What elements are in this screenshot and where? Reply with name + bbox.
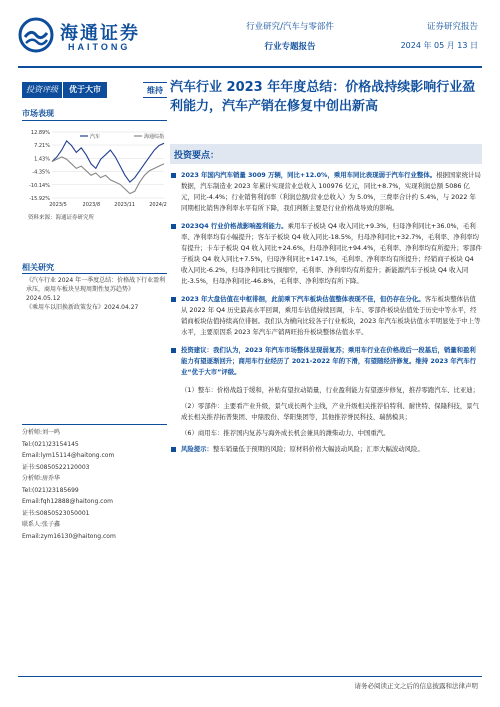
- chart-xtick-label: 2023/8: [82, 202, 101, 208]
- key-point-text: （2）零部件：主要看产业升级，景气成长两个主线，产业升级相关推荐伯特利、耐世特、保隆科技，景气成长相关推荐拓普集团、中鼎股份、华阳集团等，其他推荐誉民科技、瑞鹄模具；: [181, 402, 480, 421]
- key-point-lead: 投资建议：我们认为，2023 年汽车市场整体呈现弱复苏；乘用车行业在价格战后一段基后，销量和盈利能力有望逐渐回升；商用车行业经历了 2021-2022 年的下滑，有望随经济修复。维持 2023 年汽车行业“优于大市”评级。: [181, 346, 476, 376]
- market-title-rule: [22, 120, 167, 121]
- analyst-line: 证书:S0850522120003: [22, 463, 90, 471]
- analyst-line: 证书:S0850523050001: [22, 509, 90, 517]
- analyst-line: 联系人:张子鑫: [22, 521, 61, 528]
- analyst-email[interactable]: Email:zym16130@haitong.com: [22, 532, 116, 540]
- chart-ytick-label: -10.14%: [29, 182, 50, 189]
- related-item[interactable]: 《汽车行业 2024 年一季度总结：价格战下行业盈利承压，商用车板块呈现周期性复苏趋势》2024.05.12: [26, 277, 166, 302]
- rating-keep: 维持: [143, 82, 167, 98]
- chart-ytick-label: -15.92%: [29, 196, 50, 202]
- market-performance-title: 市场表现: [22, 109, 54, 118]
- chart-ytick-label: 12.89%: [30, 130, 50, 136]
- investment-rating: [22, 82, 167, 98]
- chart-xtick-label: 2023/11: [114, 202, 136, 208]
- key-point-lead: 风险提示：: [181, 445, 213, 453]
- recommendation-item: [170, 385, 482, 396]
- report-type-label: 行业专题报告: [264, 42, 316, 52]
- key-point: [170, 294, 482, 338]
- key-point-lead: 2023 年大盘估值在中枢徘徊，此前乘下汽车板块估值整体表现不佳，但仍存在分化。: [181, 295, 425, 303]
- chart-svg: [22, 126, 167, 211]
- key-point: [170, 221, 482, 287]
- logo-chinese-name: 海通证券: [60, 23, 140, 44]
- related-item[interactable]: 《乘用车以旧换新政策发布》2024.04.27: [26, 304, 139, 311]
- key-points-body: [170, 170, 482, 462]
- chart-ytick-label: 1.43%: [34, 156, 50, 163]
- recommendation-item: [170, 428, 482, 439]
- chart-legend-label: 海通综指: [144, 134, 165, 140]
- chart-ytick-label: -4.35%: [32, 169, 50, 176]
- header-right: [401, 20, 478, 51]
- key-point-text: 整车销量低于预期的风险；原材料价格大幅波动风险；汇率大幅波动风险。: [212, 445, 424, 453]
- rating-label: 投资评级: [22, 82, 62, 98]
- key-point-text: （6）商用车：推荐国内复苏与海外成长机会兼具的潍柴动力、中国重汽。: [181, 429, 390, 437]
- header-divider: [18, 66, 482, 68]
- footer-divider: [18, 676, 482, 677]
- footer-disclaimer: 请务必阅读正文之后的信息披露和法律声明: [354, 682, 478, 690]
- industry-label: 行业研究/汽车与零部件: [246, 22, 334, 32]
- report-category: 证券研究报告: [426, 22, 478, 32]
- report-title: 汽车行业 2023 年年度总结：价格战持续影响行业盈利能力，汽车产销在修复中创出新高: [170, 80, 476, 114]
- key-point: [170, 345, 482, 378]
- key-point: [170, 170, 482, 214]
- rating-value: 优于大市: [62, 82, 107, 98]
- key-point-lead: 2023 年国内汽车销量 3009 万辆，同比+12.0%，乘用车同比表现弱于汽车行业整体。: [181, 171, 437, 179]
- chart-series-line-1: [52, 157, 164, 194]
- company-logo: [18, 16, 168, 56]
- haitong-emblem-icon: [18, 17, 54, 53]
- chart-legend-label: 汽车: [90, 134, 101, 140]
- chart-ytick-label: 7.21%: [34, 143, 50, 150]
- analyst-email[interactable]: Email:fqh12888@haitong.com: [22, 498, 113, 505]
- key-point-text: 根据国家统计局数据，汽车制造业 2023 年累计实现营业总收入 100976 亿元，同比+8.7%，实现利润总额 5086 亿元，同比-4.4%；行业销售利润率（利润总额/营业总收入）为 5.0%，三费率合计约 5.4%，与 2022 年同期相比销售净利率水平有所下降，我们判断主要是行业价格战导致的影响。: [181, 171, 481, 212]
- analyst-line: 分析师:刘一鸣: [22, 429, 61, 436]
- header-center: [225, 20, 355, 52]
- key-points-header: [170, 144, 482, 164]
- chart-xtick-label: 2023/5: [49, 202, 67, 208]
- key-point-lead: 2023Q4 行业价格战影响盈利能力。: [181, 222, 288, 230]
- analyst-block: [22, 427, 162, 542]
- report-date: 2024 年 05 月 13 日: [400, 41, 478, 50]
- logo-english-name: HAITONG: [68, 42, 131, 52]
- key-point: [170, 444, 482, 455]
- related-research-title: 相关研究: [22, 263, 54, 272]
- analyst-line: 分析师:房乔华: [22, 475, 61, 482]
- chart-xtick-label: 2024/2: [149, 202, 167, 208]
- chart-source: 资料来源：海通证券研究所: [28, 215, 95, 221]
- market-performance-chart: [22, 126, 167, 211]
- analyst-line: Tel:(021)23185699: [22, 486, 79, 494]
- related-research-list: [26, 276, 166, 312]
- related-title-rule: [22, 273, 167, 274]
- key-point-text: （1）整车：价格战趋于缓和，补贴有望拉动销量，行业盈利能力有望逐步修复，推荐零跑汽车、比亚迪；: [181, 386, 480, 394]
- analyst-top-rule: [22, 424, 167, 425]
- analyst-line: Tel:(021)23154145: [22, 440, 79, 448]
- key-points-label: 投资要点：: [174, 151, 220, 161]
- analyst-email[interactable]: Email:lym15114@haitong.com: [22, 452, 115, 459]
- key-point-text: 乘用车子板块 Q4 收入同比+9.3%，归母净利同比+36.0%，毛利率、净利率均有小幅提升；客车子板块 Q4 收入同比-18.5%，归母净利同比+32.7%，毛利率、净利率均有提升；卡车子板块 Q4 收入同比+24.6%，归母净利同比+94.4%，毛利率、净利率均有所提升；零部件子板块 Q4 收入同比+7.5%，归母净利同比+147.1%，毛利率、净利率均有所提升；经销商子板块 Q4 收入同比-6.2%，归母净利同比亏损缩窄，毛利率、净利率均有所提升；新能源汽车子板块 Q4 收入同比-3.5%，归母净利同比-46.8%，毛利率、净利率均有所下降。: [181, 222, 482, 285]
- key-point-text: 客车板块整体估值从 2022 年 Q4 历史最高水平回调，乘用车估值持续回调，卡车、零部件板块估值处于历史中等水平，经销商板块估值持续高位徘徊。我们认为横向比较各子行业板块，2023 年汽车板块估值水平明显处于中上等水平，主要原因系 2023 年汽车产销两旺抬升板块整体估值水平。: [181, 295, 481, 336]
- recommendation-item: [170, 401, 482, 423]
